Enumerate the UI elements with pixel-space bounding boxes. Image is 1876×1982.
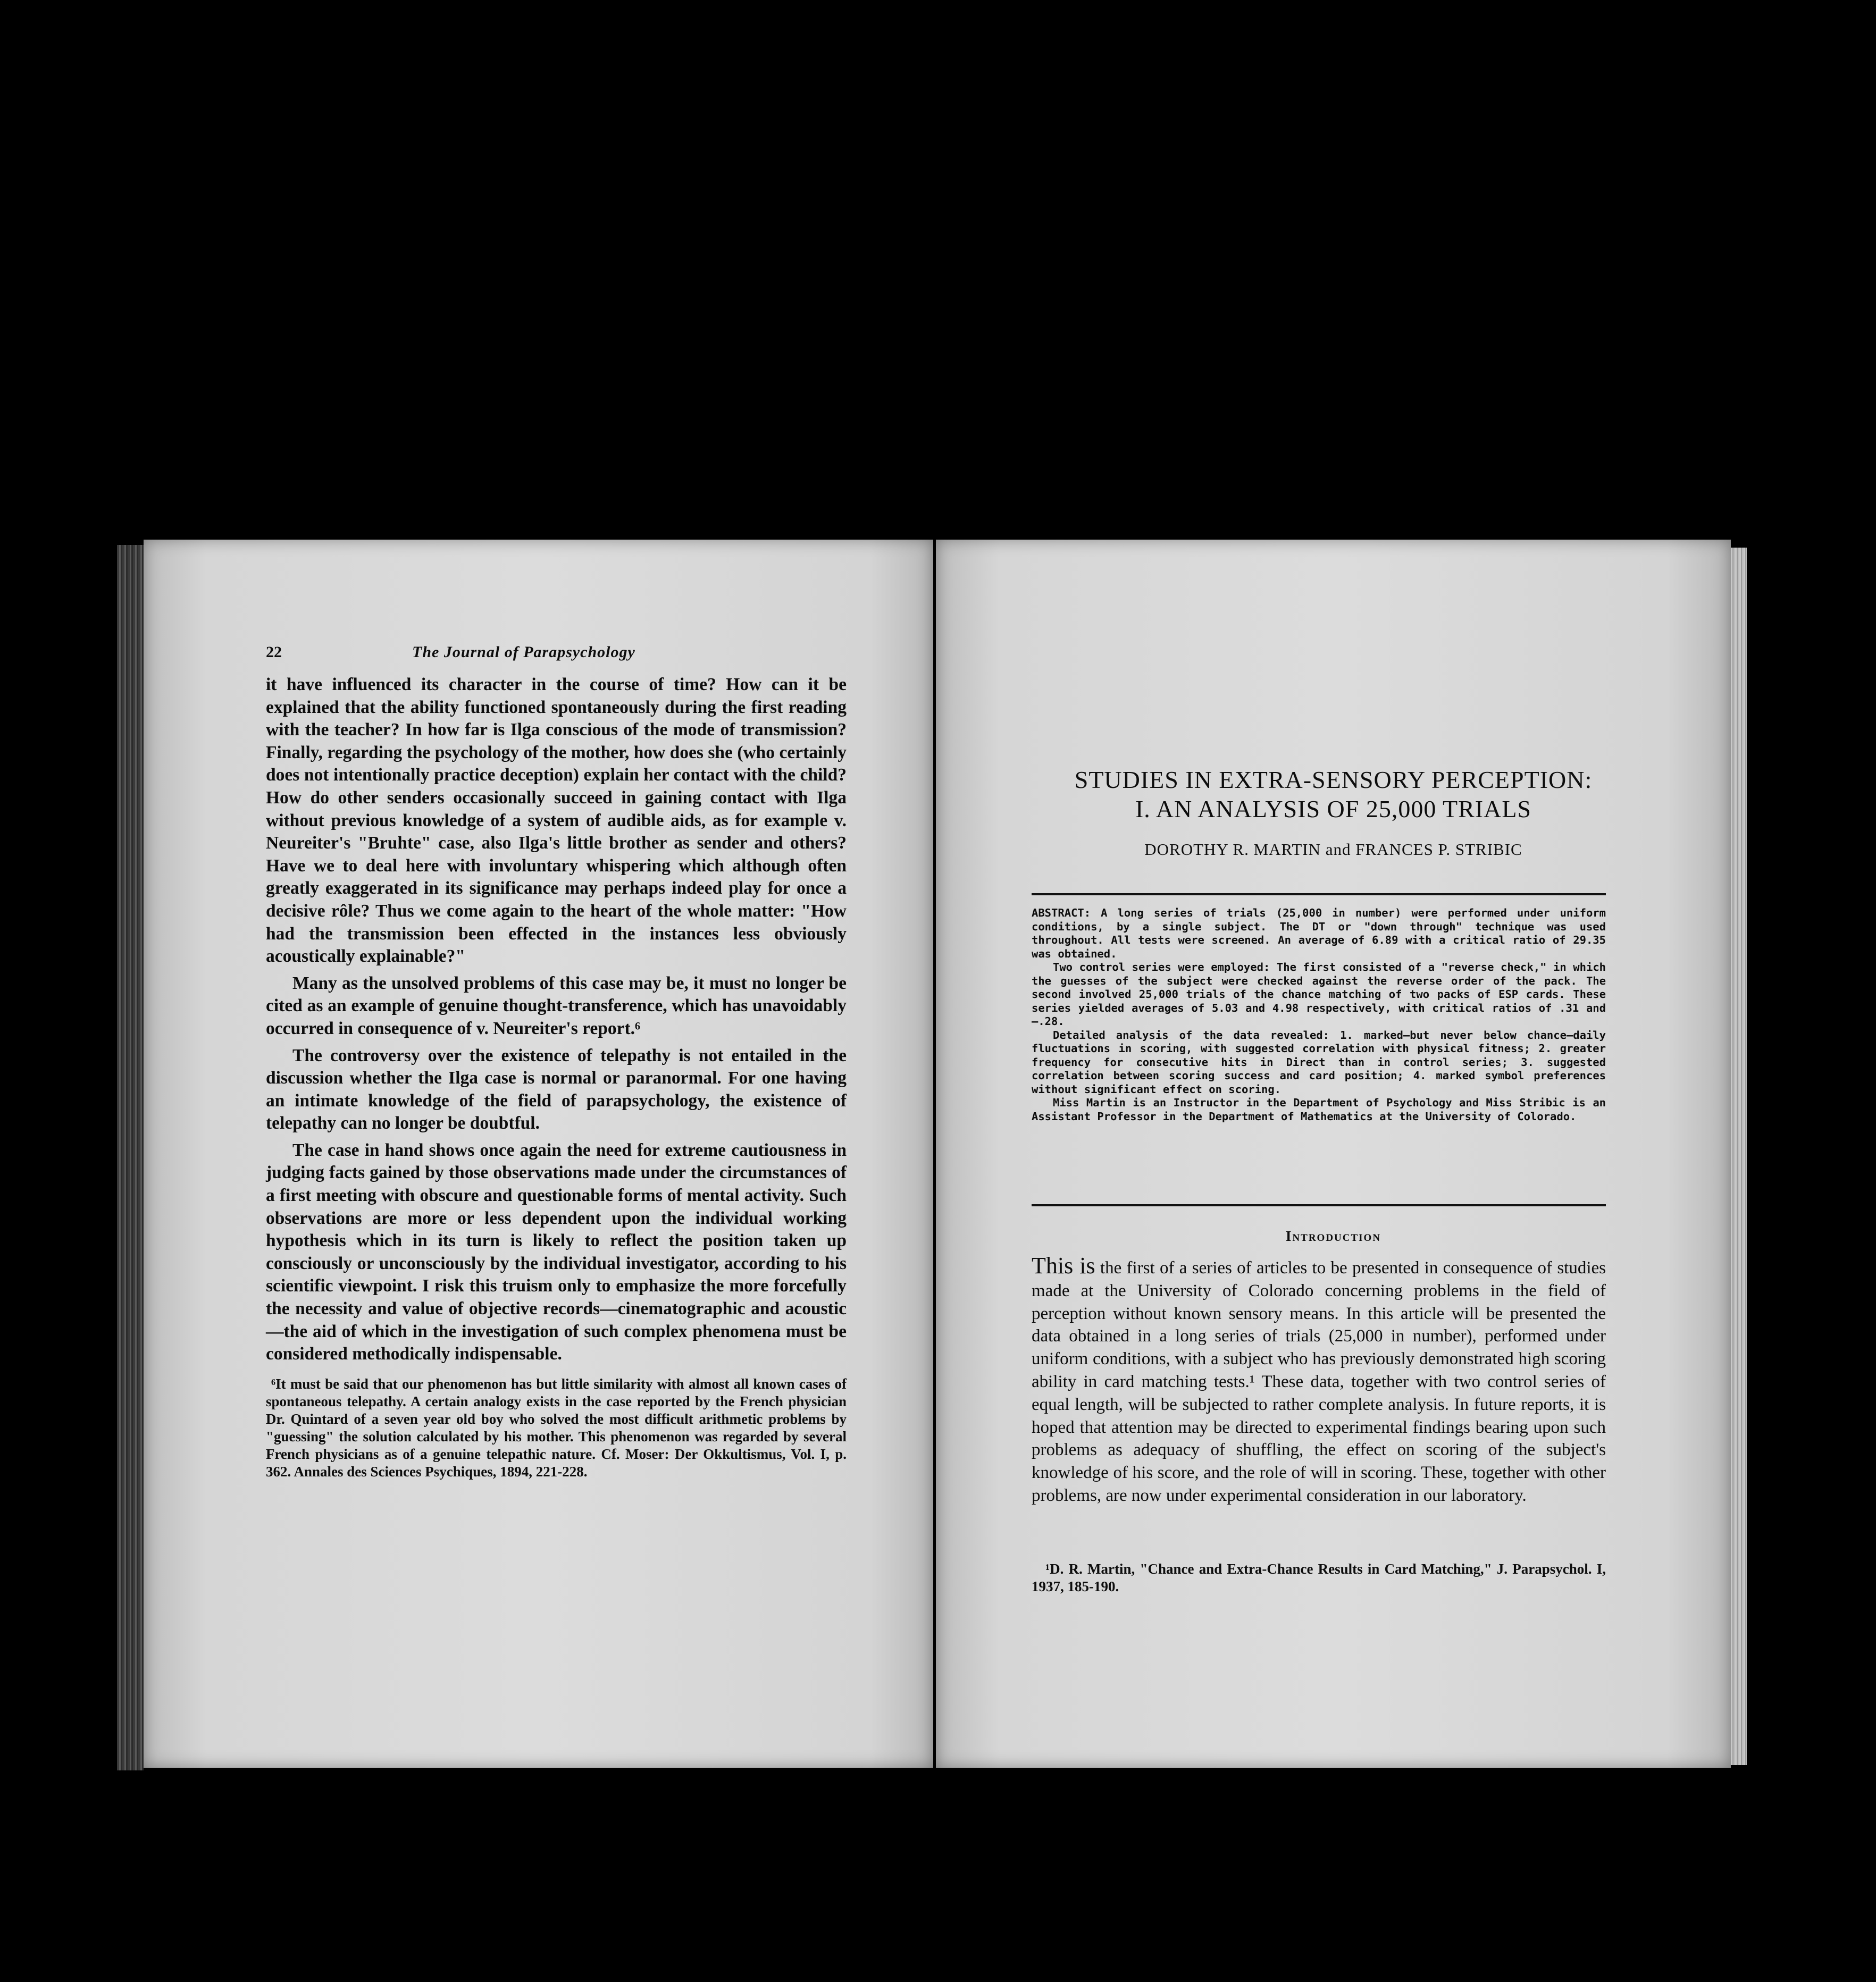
- paragraph: [1032, 1255, 1606, 1507]
- paragraph: it have influenced its character in the course of time? How can it be explained that the ability functioned spontaneously during the first reading with the teacher? In how far is Ilga conscious of the mode of transmission? Finally, regarding the psychology of the mother, how does she (who certainly does not intentionally practice deception) explain her contact with the child? How do other senders occasionally succeed in gaining contact with Ilga without previous knowledge of a system of audible aids, as for example v. Neureiter's "Bruhte" case, also Ilga's little brother as sender and others? Have we to deal here with involuntary whispering which although often greatly exaggerated in its significance may perhaps indeed play for once a decisive rôle? Thus we come again to the heart of the whole matter: "How had the transmission been effected in the instances less obviously acoustically explainable?": [266, 675, 847, 967]
- abstract-paragraph: Miss Martin is an Instructor in the Department of Psychology and Miss Stribic is an Assistant Professor in the Department of Mathematics at the University of Colorado.: [1032, 1096, 1606, 1123]
- abstract: [1032, 906, 1606, 1123]
- page-number: 22: [266, 643, 282, 661]
- drop-lead: This is: [1032, 1253, 1095, 1279]
- abstract-bottom-rule: [1032, 1204, 1606, 1206]
- left-page-body: [266, 674, 847, 1481]
- book-spread: [117, 540, 1741, 1778]
- journal-title: The Journal of Parapsychology: [412, 643, 635, 661]
- paragraph: Many as the unsolved problems of this case may be, it must no longer be cited as an example of genuine thought-transference, which has unavoidably occurred in consequence of v. Neureiter's report.⁶: [266, 973, 847, 1038]
- introduction-body: [1032, 1255, 1606, 1507]
- right-page: [936, 540, 1731, 1768]
- footnote: ⁶It must be said that our phenomenon has but little similarity with almost all known cases of spontaneous telepathy. A certain analogy exists in the case reported by the French physician Dr. Quintard of a seven year old boy who solved the most difficult arithmetic problems by "guessing" the solution calculated by his mother. This phenomenon was regarded by several French physicians as of a genuine telepathic nature. Cf. Moser: Der Okkultismus, Vol. I, p. 362. Annales des Sciences Psychiques, 1894, 221-228.: [266, 1375, 847, 1480]
- section-heading: Introduction: [1285, 1228, 1381, 1244]
- footnote: ¹D. R. Martin, "Chance and Extra-Chance Results in Card Matching," J. Parapsychol. I, 1937, 185-190.: [1032, 1561, 1606, 1594]
- paragraph: The case in hand shows once again the need for extreme cautiousness in judging facts gained by those observations made under the circumstances of a first meeting with obscure and questionable forms of mental activity. Such observations are more or less dependent upon the individual working hypothesis which in its turn is likely to reflect the position taken up consciously or unconsciously by the individual investigator, according to his scientific viewpoint. I risk this truism only to emphasize the more forcefully the necessity and value of objective records—cinematographic and acoustic—the aid of which in the investigation of such complex phenomena must be considered methodically indispensable.: [266, 1140, 847, 1364]
- page-edge-stack-left: [117, 545, 144, 1770]
- page-edge-stack-right: [1731, 548, 1747, 1765]
- abstract-paragraph: Detailed analysis of the data revealed: 1. marked—but never below chance—daily fluctuations in scoring, with suggested correlation with physical fitness; 2. greater frequency for consecutive hits in Direct than in control series; 3. suggested correlation between scoring success and card position; 4. marked symbol preferences without significant effect on scoring.: [1032, 1028, 1606, 1096]
- paragraph: The controversy over the existence of telepathy is not entailed in the discussion whether the Ilga case is normal or paranormal. For one having an intimate knowledge of the field of parapsychology, the existence of telepathy can no longer be doubtful.: [266, 1045, 847, 1133]
- running-head: [266, 643, 847, 667]
- article-title-line1: STUDIES IN EXTRA-SENSORY PERCEPTION:: [1074, 766, 1593, 793]
- article-authors: DOROTHY R. MARTIN and FRANCES P. STRIBIC: [1144, 840, 1522, 859]
- abstract-paragraph: Two control series were employed: The first consisted of a "reverse check," in which the guesses of the subject were checked against the reverse order of the pack. The second involved 25,000 trials of the chance matching of two packs of ESP cards. These series yielded averages of 5.03 and 4.98 respectively, with critical ratios of .31 and —.28.: [1032, 961, 1606, 1028]
- left-page: [144, 540, 933, 1768]
- abstract-top-rule: [1032, 893, 1606, 895]
- abstract-paragraph: ABSTRACT: A long series of trials (25,000 in number) were performed under uniform conditions, by a single subject. The DT or "down through" technique was used throughout. All tests were screened. An average of 6.89 with a critical ratio of 29.35 was obtained.: [1032, 906, 1606, 960]
- article-title-line2: I. AN ANALYSIS OF 25,000 TRIALS: [1135, 795, 1531, 822]
- paragraph-text: the first of a series of articles to be presented in consequence of studies made at the University of Colorado concerning problems in the field of perception without known sensory means. In this article will be presented the data obtained in a long series of trials (25,000 in number), performed under uniform conditions, with a subject who has previously demonstrated high scoring ability in card matching tests.¹ These data, together with two control series of equal length, will be subjected to rather complete analysis. In future reports, it is hoped that attention may be directed to experimental findings bearing upon such problems as adequacy of shuffling, the effect on scoring of the subject's knowledge of his score, and the role of will in scoring. These, together with other problems, are now under experimental consideration in our laboratory.: [1032, 1258, 1606, 1505]
